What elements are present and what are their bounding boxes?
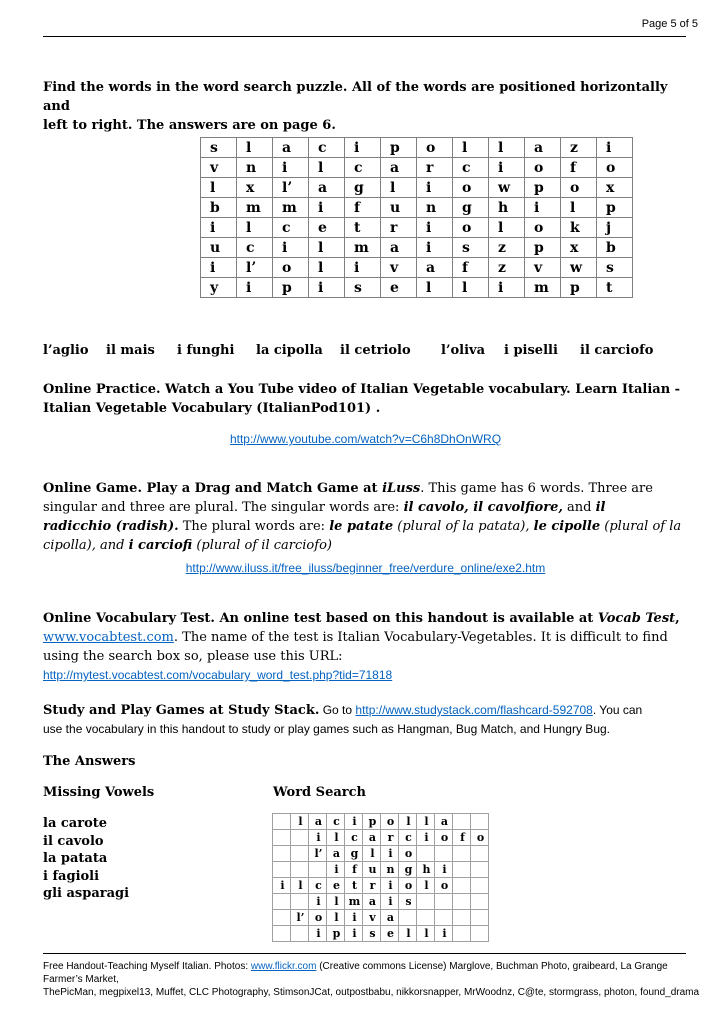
grid-row (201, 158, 633, 178)
answer-cell: l (363, 846, 381, 862)
answer-cell: i (435, 862, 453, 878)
grid-cell: e (381, 278, 417, 298)
grid-cell: i (525, 198, 561, 218)
answer-cell (471, 846, 489, 862)
answer-cell: g (345, 846, 363, 862)
grid-cell: i (273, 158, 309, 178)
answer-cell: p (363, 814, 381, 830)
answer-cell (453, 910, 471, 926)
missing-vowels-item: la patata (43, 851, 108, 866)
answer-cell: o (399, 846, 417, 862)
carciofi-note: (plural of il carciofo) (192, 538, 332, 553)
word-list-item: la cipolla (256, 343, 323, 358)
footer-prefix: Free Handout-Teaching Myself Italian. Photos: (43, 961, 251, 972)
grid-cell: o (561, 178, 597, 198)
missing-vowels-item: gli asparagi (43, 886, 130, 901)
answer-cell (273, 894, 291, 910)
grid-cell: t (345, 218, 381, 238)
answer-cell (399, 910, 417, 926)
answer-cell (453, 846, 471, 862)
missing-vowels-item: la carote (43, 816, 108, 831)
online-game-text-2: singular and three are plural. The singular words are: (43, 500, 404, 515)
grid-cell: f (453, 258, 489, 278)
answer-cell (471, 894, 489, 910)
grid-cell: o (525, 218, 561, 238)
grid-cell: l (309, 258, 345, 278)
answer-row (273, 926, 489, 942)
answer-cell: i (327, 862, 345, 878)
answer-cell: i (381, 894, 399, 910)
flickr-link[interactable]: www.flickr.com (250, 961, 317, 972)
grid-row (201, 278, 633, 298)
grid-cell: w (489, 178, 525, 198)
answer-cell: i (345, 814, 363, 830)
grid-cell: o (273, 258, 309, 278)
word-list-item: il cetriolo (340, 343, 411, 358)
answer-cell: l (417, 814, 435, 830)
grid-cell: h (489, 198, 525, 218)
grid-cell: f (345, 198, 381, 218)
answer-cell (453, 894, 471, 910)
answer-cell: l (417, 926, 435, 942)
grid-cell: l (561, 198, 597, 218)
answer-cell: l (327, 830, 345, 846)
grid-cell: c (309, 138, 345, 158)
grid-cell: i (345, 258, 381, 278)
answer-cell: n (381, 862, 399, 878)
grid-cell: g (345, 178, 381, 198)
grid-cell: s (453, 238, 489, 258)
answer-cell: s (399, 894, 417, 910)
grid-cell: l (453, 138, 489, 158)
answers-heading: The Answers (43, 754, 136, 769)
grid-row (201, 178, 633, 198)
online-game-link-row (43, 559, 688, 578)
answer-cell (291, 894, 309, 910)
online-practice-section (43, 380, 688, 418)
word-list-item: il mais (106, 343, 155, 358)
answer-cell (453, 878, 471, 894)
grid-cell: l (237, 138, 273, 158)
answer-cell: i (309, 926, 327, 942)
footer (43, 960, 703, 999)
study-stack-section (43, 701, 688, 739)
online-game-and: and (562, 500, 596, 515)
singular-word-il: il (595, 500, 606, 515)
answer-cell (417, 894, 435, 910)
answer-cell: g (399, 862, 417, 878)
grid-row (201, 198, 633, 218)
grid-cell: y (201, 278, 237, 298)
grid-cell: z (489, 258, 525, 278)
patate-note: (plural of la patata), (393, 519, 534, 534)
answer-cell: l (327, 910, 345, 926)
answer-cell: r (363, 878, 381, 894)
grid-cell: c (345, 158, 381, 178)
answer-cell (273, 814, 291, 830)
answer-cell: l (327, 894, 345, 910)
grid-cell: t (597, 278, 633, 298)
missing-vowels-list (43, 815, 129, 903)
grid-cell: m (273, 198, 309, 218)
answer-cell: o (309, 910, 327, 926)
answer-row (273, 830, 489, 846)
online-game-section (43, 479, 688, 555)
singular-words: il cavolo, il cavolfiore, (403, 500, 563, 515)
answer-cell (291, 846, 309, 862)
answer-cell: c (345, 830, 363, 846)
answer-cell: h (417, 862, 435, 878)
answer-cell: l’ (291, 910, 309, 926)
grid-cell: u (201, 238, 237, 258)
grid-cell: l (309, 158, 345, 178)
cipolle-note: (plural of la (600, 519, 682, 534)
grid-cell: p (561, 278, 597, 298)
answer-cell: a (381, 910, 399, 926)
grid-cell: i (489, 158, 525, 178)
grid-cell: a (381, 158, 417, 178)
answer-cell: a (309, 814, 327, 830)
grid-cell: p (597, 198, 633, 218)
grid-cell: z (489, 238, 525, 258)
answer-cell: l (399, 926, 417, 942)
grid-cell: l (381, 178, 417, 198)
answer-cell: p (327, 926, 345, 942)
grid-cell: r (381, 218, 417, 238)
grid-cell: i (309, 278, 345, 298)
answer-cell: c (399, 830, 417, 846)
grid-cell: o (453, 218, 489, 238)
answer-cell: i (417, 830, 435, 846)
grid-cell: s (345, 278, 381, 298)
grid-cell: w (561, 258, 597, 278)
grid-cell: j (597, 218, 633, 238)
grid-cell: o (417, 138, 453, 158)
answer-cell (471, 926, 489, 942)
grid-cell: l (417, 278, 453, 298)
answer-cell: f (453, 830, 471, 846)
grid-cell: v (201, 158, 237, 178)
answer-row (273, 878, 489, 894)
intro-line-2: left to right. The answers are on page 6. (43, 118, 336, 133)
grid-cell: b (597, 238, 633, 258)
grid-cell: i (237, 278, 273, 298)
answer-cell (435, 846, 453, 862)
grid-cell: i (489, 278, 525, 298)
grid-cell: m (525, 278, 561, 298)
vocab-test-section (43, 609, 688, 685)
grid-cell: l’ (273, 178, 309, 198)
vocab-test-text-2: using the search box so, please use this URL: (43, 649, 343, 664)
studystack-link[interactable]: http://www.studystack.com/flashcard-592708 (355, 703, 593, 717)
grid-cell: v (381, 258, 417, 278)
grid-cell: n (417, 198, 453, 218)
answer-cell (309, 862, 327, 878)
answer-cell: l’ (309, 846, 327, 862)
grid-cell: e (309, 218, 345, 238)
grid-cell: o (453, 178, 489, 198)
answer-cell: a (363, 894, 381, 910)
answer-cell (453, 814, 471, 830)
plural-carciofi: i carciofi (128, 538, 193, 553)
answer-cell (273, 846, 291, 862)
answer-cell (417, 910, 435, 926)
answer-cell: o (381, 814, 399, 830)
answer-cell: e (381, 926, 399, 942)
answer-cell: o (399, 878, 417, 894)
grid-row (201, 138, 633, 158)
vocabtest-url-link[interactable]: http://mytest.vocabtest.com/vocabulary_word_test.php?tid=71818 (43, 668, 393, 682)
grid-cell: a (525, 138, 561, 158)
answer-cell: r (381, 830, 399, 846)
grid-cell: m (237, 198, 273, 218)
answer-cell: t (345, 878, 363, 894)
answer-cell (435, 910, 453, 926)
answer-cell (471, 814, 489, 830)
online-game-heading: Online Game. Play a Drag and Match Game at (43, 481, 383, 496)
answer-cell: i (273, 878, 291, 894)
grid-cell: m (345, 238, 381, 258)
missing-vowels-heading: Missing Vowels (43, 785, 155, 800)
footer-rule (43, 953, 686, 954)
missing-vowels-item: i fagioli (43, 868, 100, 884)
grid-cell: x (237, 178, 273, 198)
grid-cell: c (453, 158, 489, 178)
answer-cell (273, 862, 291, 878)
answer-cell: o (435, 830, 453, 846)
page-number: Page 5 of 5 (641, 18, 698, 30)
grid-cell: l (489, 218, 525, 238)
answer-cell: i (309, 894, 327, 910)
answer-cell: e (327, 878, 345, 894)
answer-cell: i (381, 846, 399, 862)
youtube-link[interactable]: http://www.youtube.com/watch?v=C6h8DhOnWRQ (229, 432, 502, 446)
answer-cell (471, 878, 489, 894)
answer-cell: l (399, 814, 417, 830)
intro-instructions (43, 78, 688, 135)
answer-cell: i (381, 878, 399, 894)
answer-cell (471, 862, 489, 878)
grid-cell: p (381, 138, 417, 158)
grid-cell: z (561, 138, 597, 158)
iluss-site-name: iLuss (382, 481, 421, 496)
vocabtest-link[interactable]: www.vocabtest.com (43, 630, 174, 645)
word-list-item: i piselli (504, 343, 558, 358)
vocab-test-text-1: . The name of the test is Italian Vocabulary-Vegetables. It is difficult to find (173, 630, 668, 645)
grid-cell: p (525, 238, 561, 258)
word-search-grid (200, 137, 633, 298)
grid-cell: o (525, 158, 561, 178)
grid-cell: b (201, 198, 237, 218)
grid-cell: a (417, 258, 453, 278)
grid-cell: i (201, 218, 237, 238)
word-search-answers-heading: Word Search (273, 785, 366, 800)
grid-cell: l (309, 238, 345, 258)
grid-cell: i (417, 178, 453, 198)
footer-credits-1: (Creative commons License) Marglove, Buchman Photo, graibeard, La Grange Farmer’s Market, (43, 961, 668, 985)
answer-cell (435, 894, 453, 910)
answer-cell: m (345, 894, 363, 910)
grid-cell: k (561, 218, 597, 238)
grid-cell: l’ (237, 258, 273, 278)
grid-cell: u (381, 198, 417, 218)
grid-cell: f (561, 158, 597, 178)
iluss-link[interactable]: http://www.iluss.it/free_iluss/beginner_free/verdure_online/exe2.htm (185, 561, 546, 575)
answer-cell: o (435, 878, 453, 894)
grid-cell: s (201, 138, 237, 158)
grid-cell: x (597, 178, 633, 198)
grid-cell: l (489, 138, 525, 158)
answer-cell: l (291, 878, 309, 894)
word-list-item: l’oliva (441, 343, 485, 358)
grid-cell: i (273, 238, 309, 258)
grid-cell: a (273, 138, 309, 158)
answer-cell: f (345, 862, 363, 878)
online-game-text-1: . This game has 6 words. Three are (420, 481, 653, 496)
answer-cell: l (417, 878, 435, 894)
radicchio-word: radicchio (radish). (43, 519, 179, 534)
answer-cell: s (363, 926, 381, 942)
answer-cell (453, 862, 471, 878)
footer-credits-2: ThePicMan, megpixel13, Muffet, CLC Photography, StimsonJCat, outpostbabu, nikkorsnapper, MrWoodnz, C@te, stormgrass, photon, found_drama (43, 987, 700, 998)
answer-cell (273, 910, 291, 926)
grid-cell: i (417, 218, 453, 238)
word-list-item: i funghi (177, 343, 235, 358)
study-stack-heading: Study and Play Games at Study Stack. (43, 703, 320, 718)
grid-cell: l (453, 278, 489, 298)
answer-row (273, 814, 489, 830)
grid-cell: c (273, 218, 309, 238)
grid-cell: v (525, 258, 561, 278)
grid-cell: i (309, 198, 345, 218)
header-rule (43, 36, 686, 37)
answer-cell (417, 846, 435, 862)
answer-cell: l (291, 814, 309, 830)
answer-row (273, 910, 489, 926)
answer-cell: i (345, 926, 363, 942)
grid-cell: s (597, 258, 633, 278)
grid-cell: p (525, 178, 561, 198)
answer-row (273, 862, 489, 878)
grid-row (201, 258, 633, 278)
answer-cell: u (363, 862, 381, 878)
word-list-item: l’aglio (43, 343, 89, 358)
answer-cell: i (309, 830, 327, 846)
answer-cell (291, 926, 309, 942)
answer-cell: i (345, 910, 363, 926)
grid-cell: a (381, 238, 417, 258)
online-practice-link-row (43, 430, 688, 449)
grid-cell: r (417, 158, 453, 178)
grid-cell: a (309, 178, 345, 198)
plural-patate: le patate (329, 519, 394, 534)
grid-cell: n (237, 158, 273, 178)
plural-cipolle: le cipolle (533, 519, 601, 534)
grid-cell: i (201, 258, 237, 278)
grid-cell: l (237, 218, 273, 238)
grid-cell: i (597, 138, 633, 158)
grid-cell: g (453, 198, 489, 218)
intro-line-1: Find the words in the word search puzzle. All of the words are positioned horizontally and (43, 80, 668, 114)
answer-cell: a (435, 814, 453, 830)
online-practice-heading: Online Practice. Watch a You Tube video of Italian Vegetable vocabulary. Learn Italian - (43, 382, 681, 397)
answer-row (273, 846, 489, 862)
grid-row (201, 218, 633, 238)
grid-cell: p (273, 278, 309, 298)
vocab-test-heading: Online Vocabulary Test. An online test based on this handout is available at (43, 611, 598, 626)
plural-intro: The plural words are: (178, 519, 330, 534)
answer-cell (471, 910, 489, 926)
answer-cell: c (309, 878, 327, 894)
word-search-answer-grid (272, 813, 489, 942)
study-stack-line-2: use the vocabulary in this handout to study or play games such as Hangman, Bug Match, and Hungry Bug. (43, 722, 610, 736)
grid-cell: i (417, 238, 453, 258)
answer-row (273, 894, 489, 910)
answer-cell: a (363, 830, 381, 846)
answer-cell (273, 926, 291, 942)
answer-cell (273, 830, 291, 846)
answer-cell (291, 862, 309, 878)
answer-cell: v (363, 910, 381, 926)
answer-cell: o (471, 830, 489, 846)
grid-cell: o (597, 158, 633, 178)
answer-cell (291, 830, 309, 846)
grid-cell: i (345, 138, 381, 158)
missing-vowels-item: il cavolo (43, 833, 104, 849)
word-list-item: il carciofo (580, 343, 654, 358)
study-stack-goto: Go to (319, 703, 356, 717)
answer-cell (453, 926, 471, 942)
study-stack-text: . You can (592, 703, 643, 717)
vocab-test-site: Vocab Test (597, 611, 676, 626)
answer-cell: c (327, 814, 345, 830)
grid-cell: l (201, 178, 237, 198)
grid-cell: x (561, 238, 597, 258)
answer-cell: i (435, 926, 453, 942)
grid-row (201, 238, 633, 258)
answer-cell: a (327, 846, 345, 862)
online-game-text-4: cipolla), and (43, 538, 129, 553)
grid-cell: c (237, 238, 273, 258)
online-practice-line-2: Italian Vegetable Vocabulary (ItalianPod101) . (43, 401, 381, 416)
vocab-test-comma: , (675, 611, 680, 626)
